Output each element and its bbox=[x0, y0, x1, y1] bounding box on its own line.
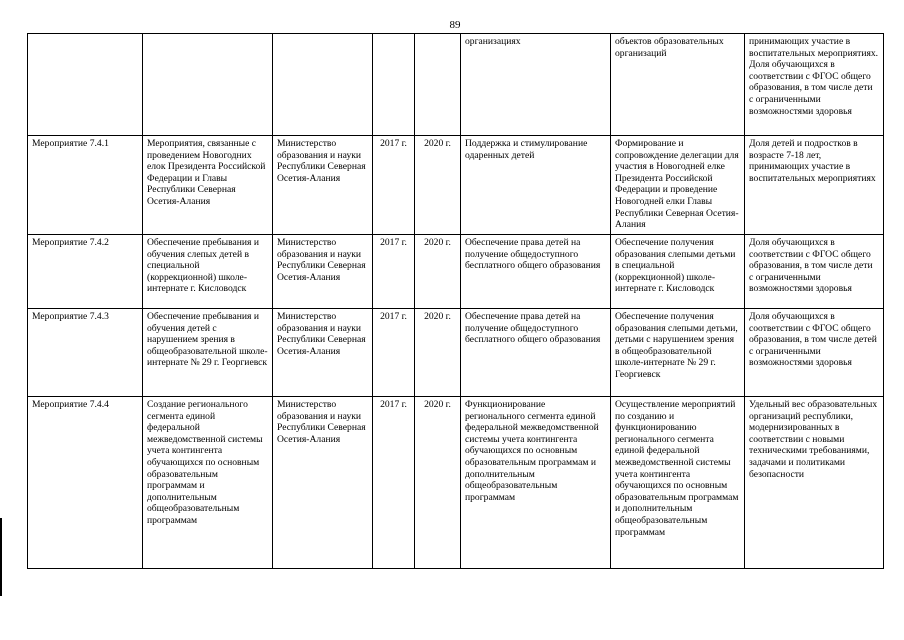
executor-cell: Министерство образования и науки Республики Северная Осетия-Алания bbox=[273, 136, 373, 235]
start-year-cell: 2017 г. bbox=[373, 397, 415, 569]
start-year-cell bbox=[373, 34, 415, 136]
executor-cell: Министерство образования и науки Республики Северная Осетия-Алания bbox=[273, 309, 373, 397]
event-name-cell: Обеспечение пребывания и обучения детей с нарушением зрения в общеобразовательной школе-интернате № 29 г. Георгиевск bbox=[143, 309, 273, 397]
table-row-7-4-2 bbox=[28, 235, 884, 309]
start-year-cell: 2017 г. bbox=[373, 136, 415, 235]
event-name-cell bbox=[143, 34, 273, 136]
indicator-cell: принимающих участие в воспитательных мероприятиях. Доля обучающихся в соответствии с ФГОС общего образования, в том числе дети с ограниченными возможностями здоровья bbox=[745, 34, 884, 136]
end-year-cell bbox=[415, 34, 461, 136]
end-year-cell: 2020 г. bbox=[415, 309, 461, 397]
scan-edge-mark bbox=[0, 518, 2, 596]
event-name-cell: Создание регионального сегмента единой федеральной межведомственной системы учета контингента обучающихся по основным образовательным программам и дополнительным общеобразовательным программам bbox=[143, 397, 273, 569]
start-year-cell: 2017 г. bbox=[373, 235, 415, 309]
expected-result-cell: Поддержка и стимулирование одаренных детей bbox=[461, 136, 611, 235]
event-name-cell: Мероприятия, связанные с проведением Новогодних елок Президента Российской Федерации и Главы Республики Северная Осетия-Алания bbox=[143, 136, 273, 235]
end-year-cell: 2020 г. bbox=[415, 235, 461, 309]
expected-result-cell: организациях bbox=[461, 34, 611, 136]
description-cell: Обеспечение получения образования слепыми детьми, детьми с нарушением зрения в общеобразовательной школе-интернате № 29 г. Георгиевск bbox=[611, 309, 745, 397]
description-cell: Осуществление мероприятий по созданию и функционированию регионального сегмента единой федеральной межведомственной системы учета контингента обучающихся по основным образовательным программам и дополнительным общеобразовательным программам bbox=[611, 397, 745, 569]
event-cell: Мероприятие 7.4.4 bbox=[28, 397, 143, 569]
table-row-7-4-4 bbox=[28, 397, 884, 569]
end-year-cell: 2020 г. bbox=[415, 397, 461, 569]
start-year-cell: 2017 г. bbox=[373, 309, 415, 397]
executor-cell: Министерство образования и науки Республики Северная Осетия-Алания bbox=[273, 397, 373, 569]
expected-result-cell: Обеспечение права детей на получение общедоступного бесплатного общего образования bbox=[461, 309, 611, 397]
program-events-table bbox=[27, 33, 884, 569]
event-name-cell: Обеспечение пребывания и обучения слепых детей в специальной (коррекционной) школе-интернате г. Кисловодск bbox=[143, 235, 273, 309]
description-cell: Обеспечение получения образования слепыми детьми в специальной (коррекционной) школе-интернате г. Кисловодск bbox=[611, 235, 745, 309]
event-cell: Мероприятие 7.4.3 bbox=[28, 309, 143, 397]
executor-cell: Министерство образования и науки Республики Северная Осетия-Алания bbox=[273, 235, 373, 309]
indicator-cell: Доля обучающихся в соответствии с ФГОС общего образования, в том числе дети с ограниченными возможностями здоровья bbox=[745, 235, 884, 309]
description-cell: объектов образовательных организаций bbox=[611, 34, 745, 136]
end-year-cell: 2020 г. bbox=[415, 136, 461, 235]
indicator-cell: Удельный вес образовательных организаций республики, модернизированных в соответствии с новыми техническими требованиями, задачами и политиками безопасности bbox=[745, 397, 884, 569]
table-row-continuation bbox=[28, 34, 884, 136]
executor-cell bbox=[273, 34, 373, 136]
indicator-cell: Доля детей и подростков в возрасте 7-18 лет, принимающих участие в воспитательных мероприятиях bbox=[745, 136, 884, 235]
expected-result-cell: Функционирование регионального сегмента единой федеральной межведомственной системы учета контингента обучающихся по основным образовательным программам и дополнительным общеобразовательным программам bbox=[461, 397, 611, 569]
description-cell: Формирование и сопровождение делегации для участия в Новогодней елке Президента Российской Федерации и проведение Новогодней елки Главы Республики Северная Осетия-Алания bbox=[611, 136, 745, 235]
indicator-cell: Доля обучающихся в соответствии с ФГОС общего образования, в том числе детей с ограниченными возможностями здоровья bbox=[745, 309, 884, 397]
expected-result-cell: Обеспечение права детей на получение общедоступного бесплатного общего образования bbox=[461, 235, 611, 309]
event-cell: Мероприятие 7.4.1 bbox=[28, 136, 143, 235]
event-cell bbox=[28, 34, 143, 136]
table-row-7-4-1 bbox=[28, 136, 884, 235]
event-cell: Мероприятие 7.4.2 bbox=[28, 235, 143, 309]
page-number: 89 bbox=[449, 19, 461, 31]
table-row-7-4-3 bbox=[28, 309, 884, 397]
